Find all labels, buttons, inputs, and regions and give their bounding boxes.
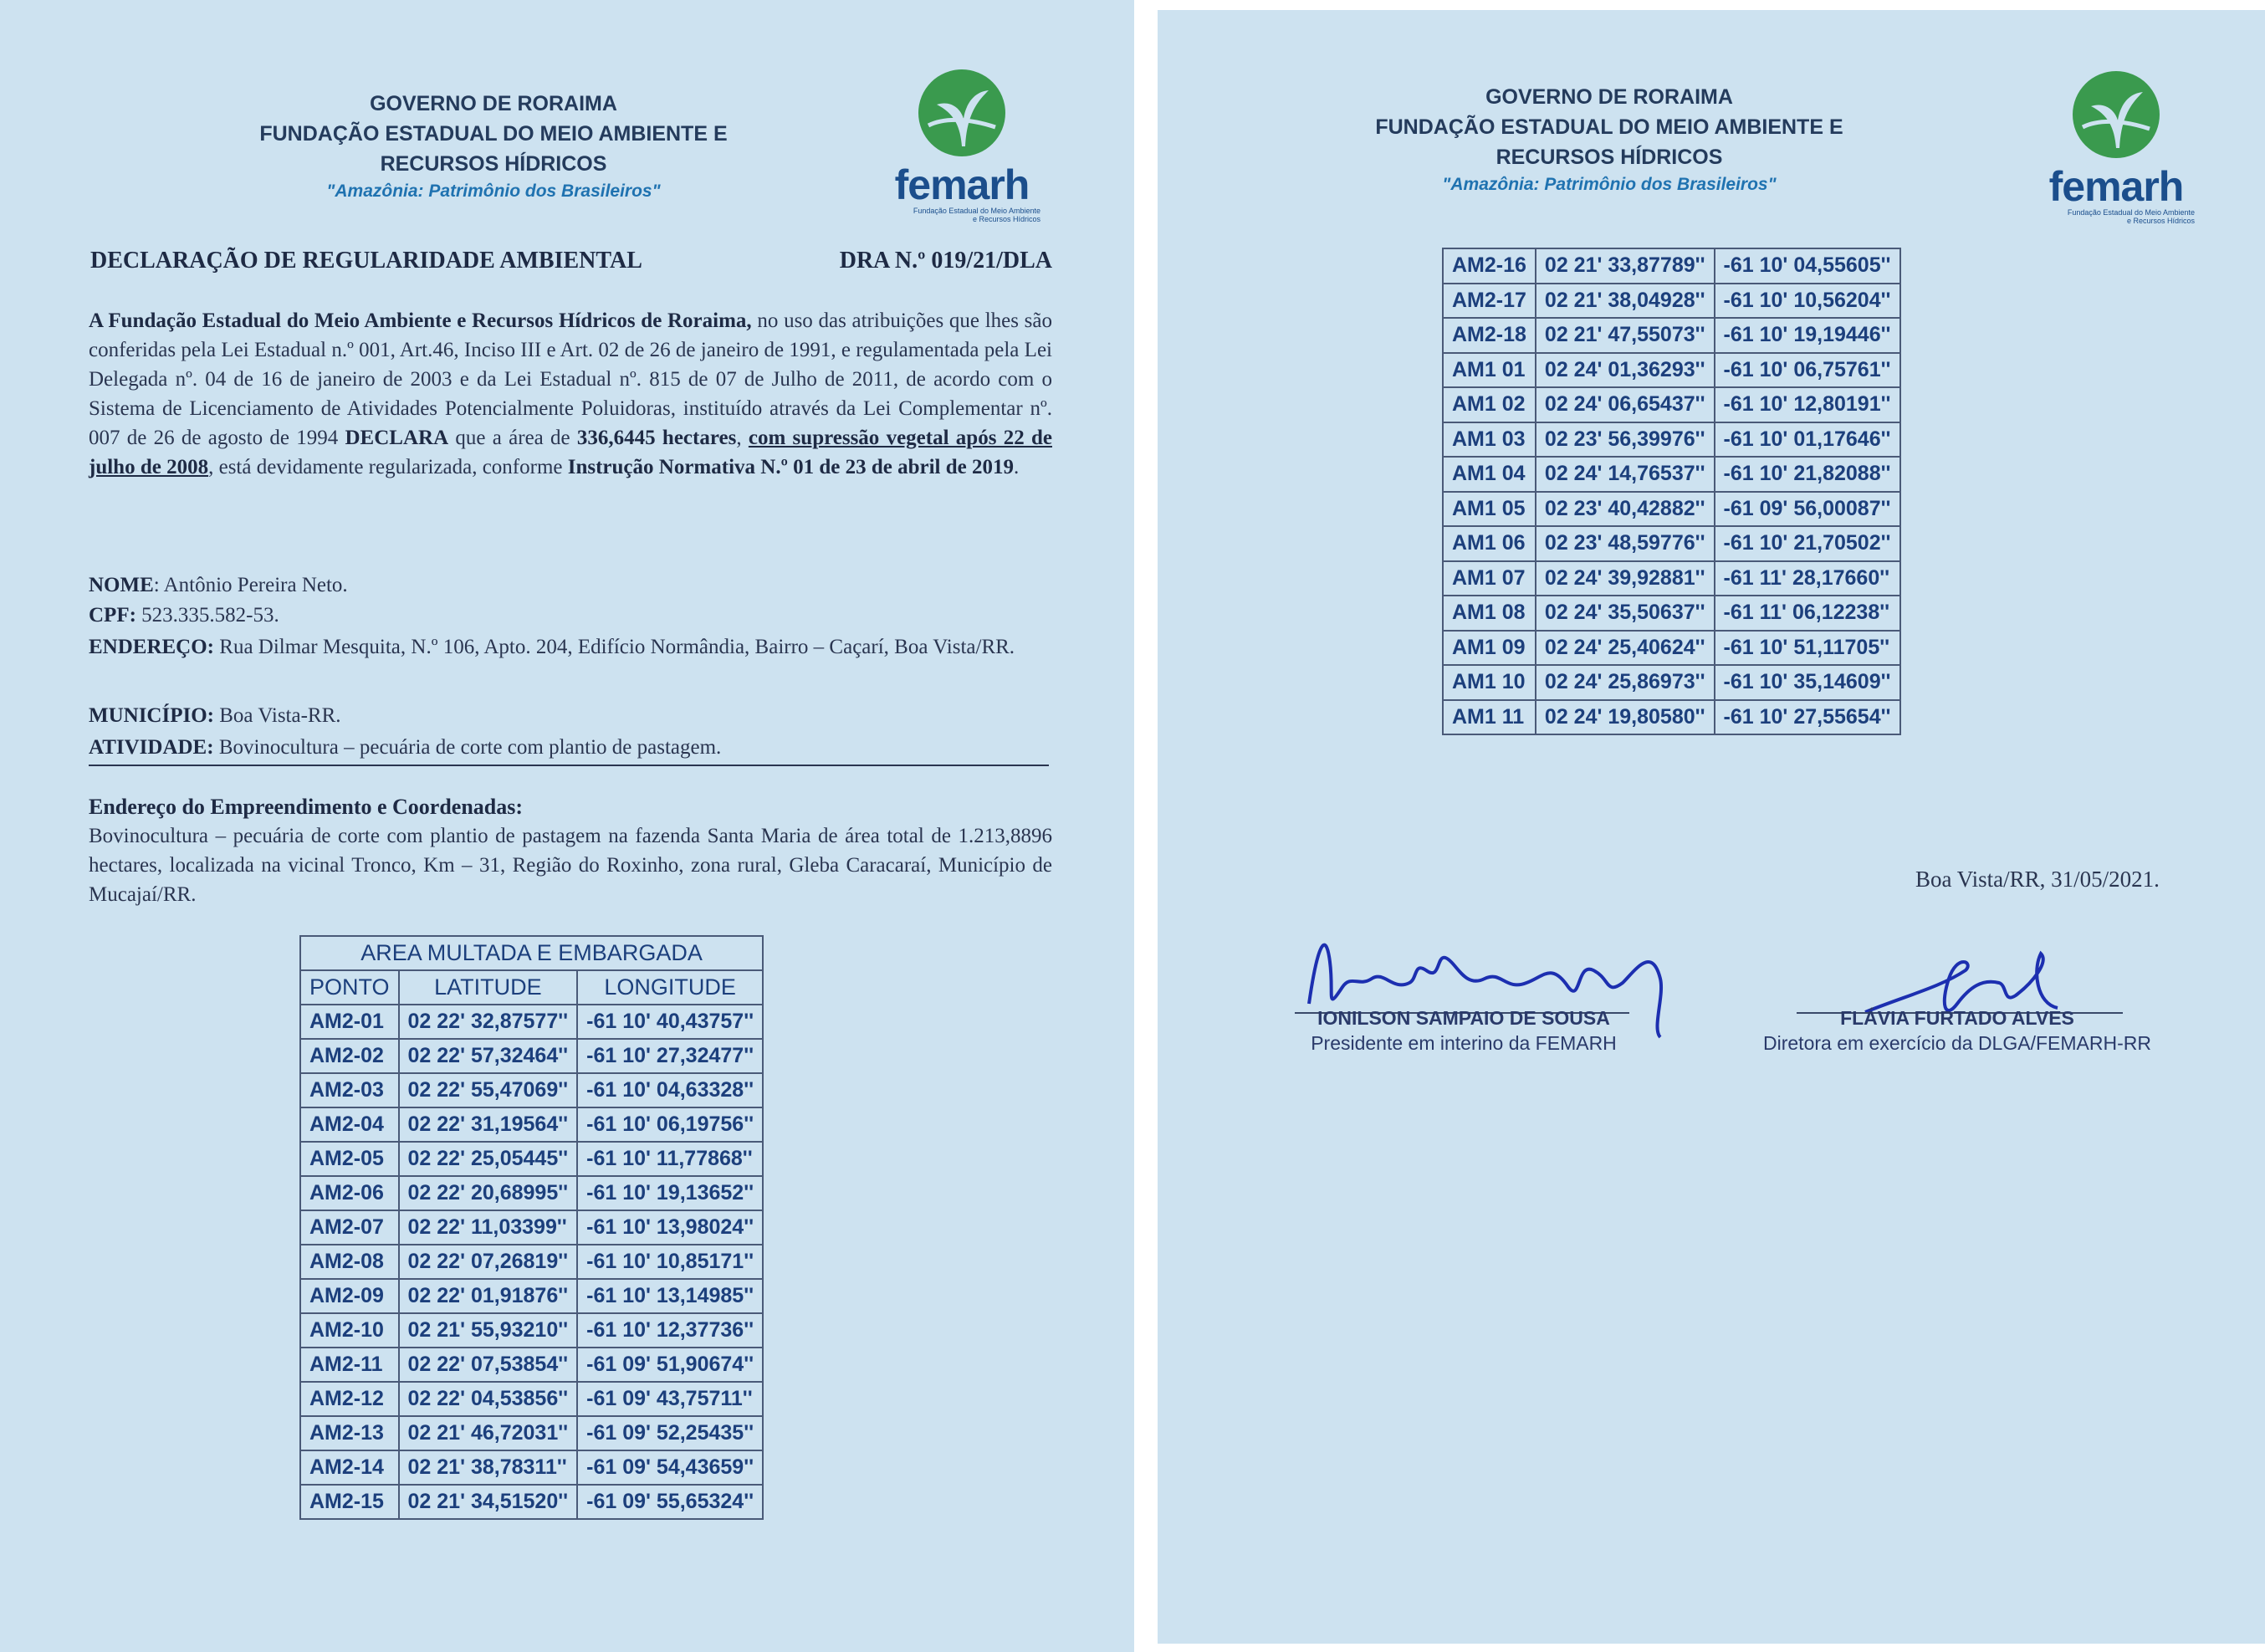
- atividade-value: Bovinocultura – pecuária de corte com plantio de pastagem.: [213, 736, 722, 759]
- longitude-cell: -61 10' 13,14985'': [577, 1279, 763, 1313]
- body-part3: , está devidamente regularizada, conforme: [208, 456, 568, 478]
- header-resources: RECURSOS HÍDRICOS: [380, 152, 607, 176]
- logo-subtitle-1: Fundação Estadual do Meio Ambiente: [913, 207, 1040, 215]
- col-header-latitude: LATITUDE: [399, 970, 578, 1005]
- declaration-body: [89, 306, 1052, 482]
- cpf-label: CPF:: [89, 604, 136, 627]
- ponto-cell: AM1 08: [1443, 596, 1536, 631]
- longitude-cell: -61 10' 27,32477'': [577, 1039, 763, 1073]
- ponto-cell: AM2-10: [300, 1313, 399, 1348]
- field-municipio: [89, 701, 1052, 730]
- table-row: [1443, 700, 1900, 735]
- header-government: GOVERNO DE RORAIMA: [1485, 85, 1733, 109]
- table-row: [1443, 284, 1900, 319]
- latitude-cell: 02 24' 01,36293'': [1536, 353, 1715, 388]
- logo-subtitle-1: Fundação Estadual do Meio Ambiente: [2067, 208, 2195, 217]
- table-row: [300, 1279, 763, 1313]
- table-row: [300, 1073, 763, 1107]
- latitude-cell: 02 22' 55,47069'': [399, 1073, 578, 1107]
- director-name: FLÁVIA FURTADO ALVES: [1840, 1007, 2074, 1029]
- ponto-cell: AM2-04: [300, 1107, 399, 1142]
- body-lead: A Fundação Estadual do Meio Ambiente e Recursos Hídricos de Roraima,: [89, 309, 752, 332]
- header-slogan: "Amazônia: Patrimônio dos Brasileiros": [1442, 175, 1777, 194]
- atividade-label: ATIVIDADE:: [89, 736, 214, 759]
- leaf-logo-icon: [912, 67, 1012, 159]
- longitude-cell: -61 10' 21,82088'': [1715, 457, 1900, 492]
- longitude-cell: -61 10' 21,70502'': [1715, 526, 1900, 561]
- table-row: [300, 1005, 763, 1039]
- body-part2: que a área de: [448, 427, 577, 449]
- table-row: [1443, 631, 1900, 666]
- latitude-cell: 02 22' 20,68995'': [399, 1176, 578, 1210]
- table-row: [300, 1142, 763, 1176]
- ponto-cell: AM1 02: [1443, 387, 1536, 422]
- latitude-cell: 02 22' 07,26819'': [399, 1245, 578, 1279]
- table-row: [300, 1039, 763, 1073]
- body-area: 336,6445 hectares: [576, 427, 737, 449]
- latitude-cell: 02 24' 14,76537'': [1536, 457, 1715, 492]
- table-row: [1443, 457, 1900, 492]
- header-government: GOVERNO DE RORAIMA: [370, 92, 617, 115]
- document-title: DECLARAÇÃO DE REGULARIDADE AMBIENTAL: [90, 248, 642, 274]
- ponto-cell: AM2-17: [1443, 284, 1536, 319]
- empreendimento-text: Bovinocultura – pecuária de corte com plantio de pastagem na fazenda Santa Maria de área total de 1.213,8896 hectares, localizada na vicinal Tronco, Km – 31, Região do Roxinho, zona rural, Gleba Caracaraí, Município de Mucajaí/RR.: [89, 825, 1052, 906]
- latitude-cell: 02 24' 25,86973'': [1536, 665, 1715, 700]
- longitude-cell: -61 10' 40,43757'': [577, 1005, 763, 1039]
- table-row: [1443, 596, 1900, 631]
- ponto-cell: AM1 01: [1443, 353, 1536, 388]
- longitude-cell: -61 10' 35,14609'': [1715, 665, 1900, 700]
- longitude-cell: -61 09' 55,65324'': [577, 1485, 763, 1519]
- ponto-cell: AM1 07: [1443, 561, 1536, 596]
- closing-date: Boa Vista/RR, 31/05/2021.: [1915, 867, 2160, 892]
- logo-subtitle-2: e Recursos Hídricos: [2126, 217, 2195, 225]
- letterhead: [243, 89, 744, 204]
- logo-wordmark: femarh: [2048, 163, 2184, 210]
- latitude-cell: 02 21' 33,87789'': [1536, 248, 1715, 284]
- longitude-cell: -61 10' 27,55654'': [1715, 700, 1900, 735]
- latitude-cell: 02 23' 56,39976'': [1536, 422, 1715, 458]
- ponto-cell: AM1 06: [1443, 526, 1536, 561]
- latitude-cell: 02 24' 25,40624'': [1536, 631, 1715, 666]
- ponto-cell: AM2-07: [300, 1210, 399, 1245]
- president-name: IONILSON SAMPAIO DE SOUSA: [1317, 1007, 1610, 1029]
- latitude-cell: 02 22' 31,19564'': [399, 1107, 578, 1142]
- femarh-logo-page2: [2032, 69, 2200, 225]
- empreendimento-title: Endereço do Empreendimento e Coordenadas:: [89, 795, 524, 819]
- longitude-cell: -61 10' 04,55605'': [1715, 248, 1900, 284]
- table-row: [1443, 665, 1900, 700]
- director-signature-block: [1723, 1005, 2191, 1056]
- longitude-cell: -61 10' 01,17646'': [1715, 422, 1900, 458]
- longitude-cell: -61 10' 19,13652'': [577, 1176, 763, 1210]
- latitude-cell: 02 21' 38,78311'': [399, 1450, 578, 1485]
- president-role: Presidente em interino da FEMARH: [1311, 1032, 1617, 1054]
- nome-value: : Antônio Pereira Neto.: [153, 574, 348, 596]
- director-role: Diretora em exercício da DLGA/FEMARH-RR: [1763, 1032, 2151, 1054]
- endereco-label: ENDEREÇO:: [89, 636, 215, 658]
- longitude-cell: -61 11' 06,12238'': [1715, 596, 1900, 631]
- table-row: [300, 1245, 763, 1279]
- field-endereco: [89, 632, 1052, 662]
- longitude-cell: -61 10' 06,75761'': [1715, 353, 1900, 388]
- municipio-label: MUNICÍPIO:: [89, 704, 214, 727]
- longitude-cell: -61 09' 51,90674'': [577, 1348, 763, 1382]
- longitude-cell: -61 10' 11,77868'': [577, 1142, 763, 1176]
- longitude-cell: -61 10' 13,98024'': [577, 1210, 763, 1245]
- latitude-cell: 02 24' 35,50637'': [1536, 596, 1715, 631]
- latitude-cell: 02 22' 57,32464'': [399, 1039, 578, 1073]
- table-row: [300, 1416, 763, 1450]
- header-resources: RECURSOS HÍDRICOS: [1496, 146, 1723, 169]
- table-row: [300, 1348, 763, 1382]
- longitude-cell: -61 09' 56,00087'': [1715, 492, 1900, 527]
- longitude-cell: -61 10' 51,11705'': [1715, 631, 1900, 666]
- latitude-cell: 02 22' 07,53854'': [399, 1348, 578, 1382]
- latitude-cell: 02 21' 34,51520'': [399, 1485, 578, 1519]
- latitude-cell: 02 24' 19,80580'': [1536, 700, 1715, 735]
- longitude-cell: -61 09' 54,43659'': [577, 1450, 763, 1485]
- field-nome: [89, 570, 1052, 600]
- letterhead-page2: [1358, 82, 1860, 197]
- longitude-cell: -61 10' 04,63328'': [577, 1073, 763, 1107]
- ponto-cell: AM2-14: [300, 1450, 399, 1485]
- ponto-cell: AM2-11: [300, 1348, 399, 1382]
- ponto-cell: AM2-01: [300, 1005, 399, 1039]
- longitude-cell: -61 10' 12,80191'': [1715, 387, 1900, 422]
- table-row: [1443, 248, 1900, 284]
- header-foundation: FUNDAÇÃO ESTADUAL DO MEIO AMBIENTE E: [1375, 115, 1843, 139]
- col-header-longitude: LONGITUDE: [577, 970, 763, 1005]
- document-number: DRA N.º 019/21/DLA: [839, 248, 1052, 274]
- body-comma: ,: [736, 427, 749, 449]
- field-atividade: [89, 733, 1052, 762]
- latitude-cell: 02 22' 11,03399'': [399, 1210, 578, 1245]
- latitude-cell: 02 24' 39,92881'': [1536, 561, 1715, 596]
- longitude-cell: -61 10' 10,85171'': [577, 1245, 763, 1279]
- ponto-cell: AM2-12: [300, 1382, 399, 1416]
- ponto-cell: AM1 11: [1443, 700, 1536, 735]
- longitude-cell: -61 11' 28,17660'': [1715, 561, 1900, 596]
- table-title-row: [300, 936, 763, 970]
- endereco-value: Rua Dilmar Mesquita, N.º 106, Apto. 204, Edifício Normândia, Bairro – Caçarí, Boa Vista/RR.: [214, 636, 1015, 658]
- header-foundation: FUNDAÇÃO ESTADUAL DO MEIO AMBIENTE E: [259, 122, 728, 146]
- table-row: [300, 1210, 763, 1245]
- ponto-cell: AM2-15: [300, 1485, 399, 1519]
- ponto-cell: AM2-16: [1443, 248, 1536, 284]
- body-end: .: [1013, 456, 1020, 478]
- femarh-logo: [878, 67, 1046, 223]
- latitude-cell: 02 23' 40,42882'': [1536, 492, 1715, 527]
- president-signature-block: [1271, 1005, 1656, 1056]
- latitude-cell: 02 21' 38,04928'': [1536, 284, 1715, 319]
- ponto-cell: AM1 09: [1443, 631, 1536, 666]
- ponto-cell: AM2-13: [300, 1416, 399, 1450]
- ponto-cell: AM2-18: [1443, 318, 1536, 353]
- table-title: AREA MULTADA E EMBARGADA: [300, 936, 763, 970]
- ponto-cell: AM1 04: [1443, 457, 1536, 492]
- table-row: [1443, 526, 1900, 561]
- table-row: [300, 1485, 763, 1519]
- longitude-cell: -61 09' 52,25435'': [577, 1416, 763, 1450]
- body-instrucao: Instrução Normativa N.º 01 de 23 de abril de 2019: [567, 456, 1014, 478]
- table-row: [1443, 561, 1900, 596]
- coordinates-table-page2: [1442, 248, 1901, 735]
- longitude-cell: -61 10' 12,37736'': [577, 1313, 763, 1348]
- body-part1: no uso das atribuições que lhes são conferidas pela Lei Estadual n.º 001, Art.46, Inciso III e Art. 02 de 26 de janeiro de 1991, e regulamentada pela Lei Delegada nº. 04 de 16 de janeiro de 2003 e da Lei Estadual nº. 815 de 07 de Julho de 2011, de acordo com o Sistema de Licenciamento de Atividades Potencialmente Poluidoras, instituído através da Lei Complementar nº. 007 de 26 de agosto de 1994: [89, 309, 1052, 449]
- latitude-cell: 02 21' 47,55073'': [1536, 318, 1715, 353]
- nome-label: NOME: [89, 574, 154, 596]
- latitude-cell: 02 21' 46,72031'': [399, 1416, 578, 1450]
- leaf-logo-icon: [2066, 69, 2166, 161]
- ponto-cell: AM2-03: [300, 1073, 399, 1107]
- logo-subtitle-2: e Recursos Hídricos: [972, 215, 1040, 223]
- latitude-cell: 02 22' 32,87577'': [399, 1005, 578, 1039]
- col-header-ponto: PONTO: [300, 970, 399, 1005]
- document-title-row: [90, 248, 1052, 274]
- cpf-value: 523.335.582-53.: [135, 604, 279, 627]
- ponto-cell: AM2-08: [300, 1245, 399, 1279]
- latitude-cell: 02 22' 01,91876'': [399, 1279, 578, 1313]
- table-row: [300, 1107, 763, 1142]
- table-row: [300, 1313, 763, 1348]
- header-slogan: "Amazônia: Patrimônio dos Brasileiros": [326, 182, 661, 201]
- municipio-value: Boa Vista-RR.: [214, 704, 341, 727]
- table-row: [300, 1382, 763, 1416]
- table-row: [300, 1450, 763, 1485]
- ponto-cell: AM2-09: [300, 1279, 399, 1313]
- divider-line: [89, 765, 1049, 766]
- logo-wordmark: femarh: [894, 161, 1030, 208]
- table-row: [1443, 353, 1900, 388]
- longitude-cell: -61 10' 19,19446'': [1715, 318, 1900, 353]
- ponto-cell: AM1 10: [1443, 665, 1536, 700]
- table-row: [1443, 318, 1900, 353]
- field-cpf: [89, 601, 1052, 630]
- coordinates-table-page1: [299, 935, 764, 1520]
- table-header-row: [300, 970, 763, 1005]
- ponto-cell: AM1 03: [1443, 422, 1536, 458]
- latitude-cell: 02 23' 48,59776'': [1536, 526, 1715, 561]
- latitude-cell: 02 22' 25,05445'': [399, 1142, 578, 1176]
- latitude-cell: 02 22' 04,53856'': [399, 1382, 578, 1416]
- latitude-cell: 02 21' 55,93210'': [399, 1313, 578, 1348]
- ponto-cell: AM2-06: [300, 1176, 399, 1210]
- longitude-cell: -61 10' 10,56204'': [1715, 284, 1900, 319]
- longitude-cell: -61 10' 06,19756'': [577, 1107, 763, 1142]
- table-row: [300, 1176, 763, 1210]
- longitude-cell: -61 09' 43,75711'': [577, 1382, 763, 1416]
- table-row: [1443, 492, 1900, 527]
- table-row: [1443, 422, 1900, 458]
- ponto-cell: AM1 05: [1443, 492, 1536, 527]
- table-row: [1443, 387, 1900, 422]
- body-declara: DECLARA: [345, 427, 449, 449]
- body-supressao: com supressão vegetal após 22 de julho de 2008: [89, 427, 1052, 478]
- latitude-cell: 02 24' 06,65437'': [1536, 387, 1715, 422]
- ponto-cell: AM2-05: [300, 1142, 399, 1176]
- ponto-cell: AM2-02: [300, 1039, 399, 1073]
